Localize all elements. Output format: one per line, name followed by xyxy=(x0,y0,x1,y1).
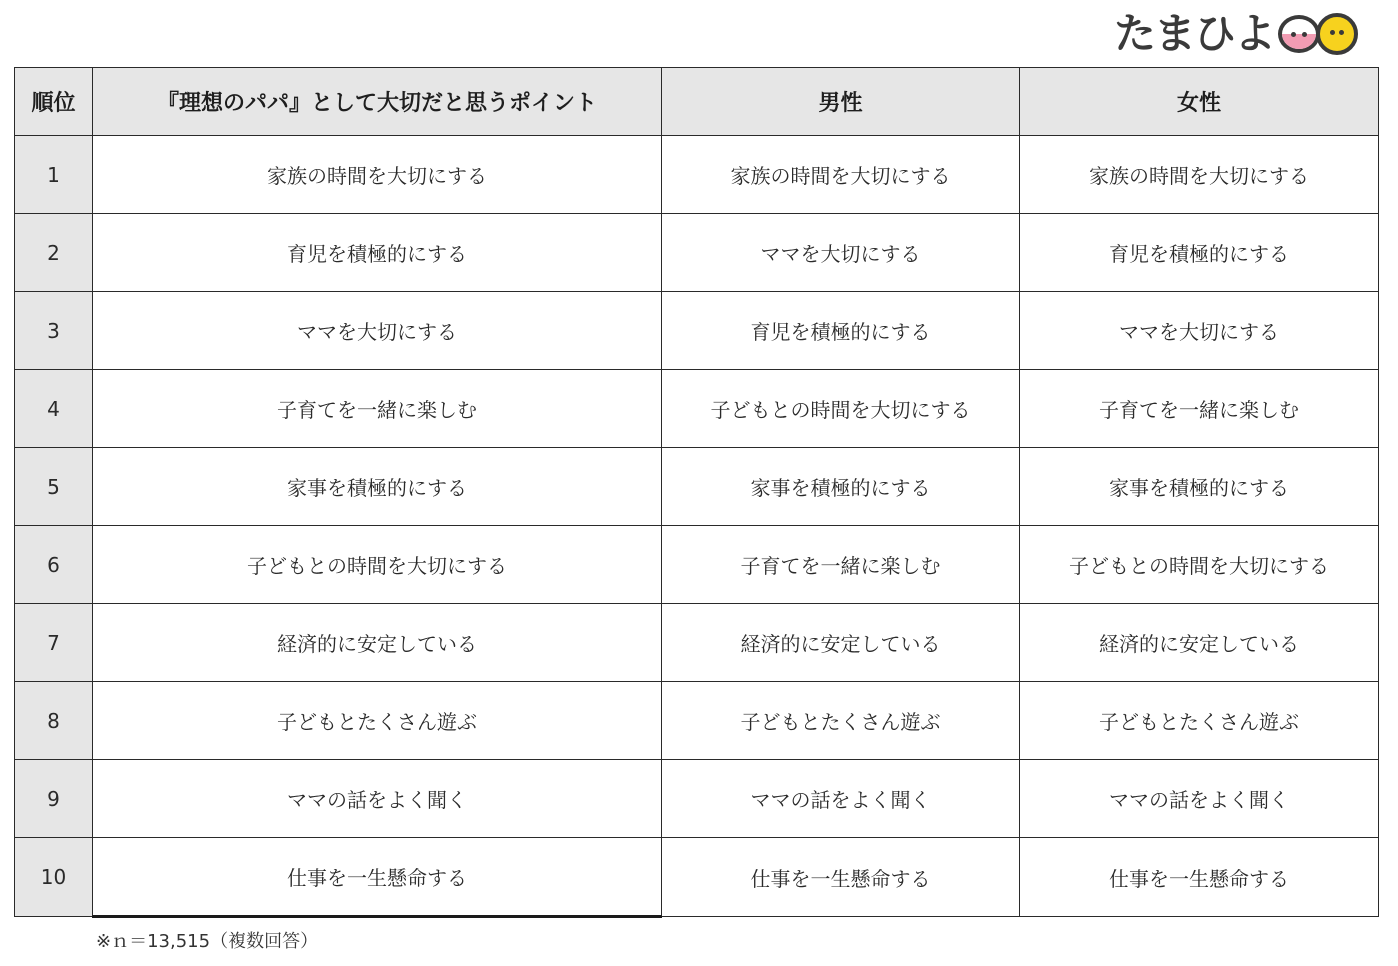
table-row xyxy=(15,838,1379,917)
rank-cell: 1 xyxy=(15,136,93,214)
overall-cell: ママを大切にする xyxy=(93,292,662,370)
header-rank: 順位 xyxy=(15,68,93,136)
male-cell: 育児を積極的にする xyxy=(662,292,1020,370)
rank-cell: 4 xyxy=(15,370,93,448)
female-cell: 子どもとの時間を大切にする xyxy=(1020,526,1379,604)
logo-mascot-icon xyxy=(1278,13,1358,55)
overall-cell: ママの話をよく聞く xyxy=(93,760,662,838)
male-cell: ママを大切にする xyxy=(662,214,1020,292)
sample-size-footnote: ※ｎ＝13,515（複数回答） xyxy=(96,931,319,952)
male-cell: 家族の時間を大切にする xyxy=(662,136,1020,214)
table-row xyxy=(15,292,1379,370)
table-row xyxy=(15,448,1379,526)
rank-cell: 3 xyxy=(15,292,93,370)
female-cell: 家事を積極的にする xyxy=(1020,448,1379,526)
overall-cell: 子育てを一緒に楽しむ xyxy=(93,370,662,448)
overall-cell: 家事を積極的にする xyxy=(93,448,662,526)
rank-cell: 9 xyxy=(15,760,93,838)
overall-cell: 子どもとたくさん遊ぶ xyxy=(93,682,662,760)
rank-cell: 10 xyxy=(15,838,93,917)
header-male: 男性 xyxy=(662,68,1020,136)
table-row xyxy=(15,370,1379,448)
rank-cell: 7 xyxy=(15,604,93,682)
female-cell: ママの話をよく聞く xyxy=(1020,760,1379,838)
table-row xyxy=(15,682,1379,760)
male-cell: ママの話をよく聞く xyxy=(662,760,1020,838)
female-cell: 育児を積極的にする xyxy=(1020,214,1379,292)
rank-cell: 6 xyxy=(15,526,93,604)
table-header-row xyxy=(15,68,1379,136)
female-cell: ママを大切にする xyxy=(1020,292,1379,370)
pink-egg-face-icon xyxy=(1278,15,1320,53)
female-cell: 家族の時間を大切にする xyxy=(1020,136,1379,214)
tamahiyo-logo xyxy=(1114,6,1358,62)
table-row xyxy=(15,214,1379,292)
male-cell: 経済的に安定している xyxy=(662,604,1020,682)
rank-cell: 8 xyxy=(15,682,93,760)
male-cell: 家事を積極的にする xyxy=(662,448,1020,526)
header-female: 女性 xyxy=(1020,68,1379,136)
rank-cell: 5 xyxy=(15,448,93,526)
overall-cell: 仕事を一生懸命する xyxy=(93,838,662,917)
table-row xyxy=(15,136,1379,214)
overall-cell: 家族の時間を大切にする xyxy=(93,136,662,214)
overall-cell: 経済的に安定している xyxy=(93,604,662,682)
overall-cell: 育児を積極的にする xyxy=(93,214,662,292)
female-cell: 仕事を一生懸命する xyxy=(1020,838,1379,917)
female-cell: 経済的に安定している xyxy=(1020,604,1379,682)
female-cell: 子どもとたくさん遊ぶ xyxy=(1020,682,1379,760)
male-cell: 子どもとたくさん遊ぶ xyxy=(662,682,1020,760)
logo-text: たまひよ xyxy=(1113,9,1274,58)
table-row xyxy=(15,604,1379,682)
yellow-chick-face-icon xyxy=(1316,13,1358,55)
table-row xyxy=(15,526,1379,604)
rank-cell: 2 xyxy=(15,214,93,292)
male-cell: 子育てを一緒に楽しむ xyxy=(662,526,1020,604)
ranking-table xyxy=(14,67,1379,918)
male-cell: 仕事を一生懸命する xyxy=(662,838,1020,917)
header-overall: 『理想のパパ』として大切だと思うポイント xyxy=(93,68,662,136)
table-row xyxy=(15,760,1379,838)
male-cell: 子どもとの時間を大切にする xyxy=(662,370,1020,448)
overall-cell: 子どもとの時間を大切にする xyxy=(93,526,662,604)
female-cell: 子育てを一緒に楽しむ xyxy=(1020,370,1379,448)
